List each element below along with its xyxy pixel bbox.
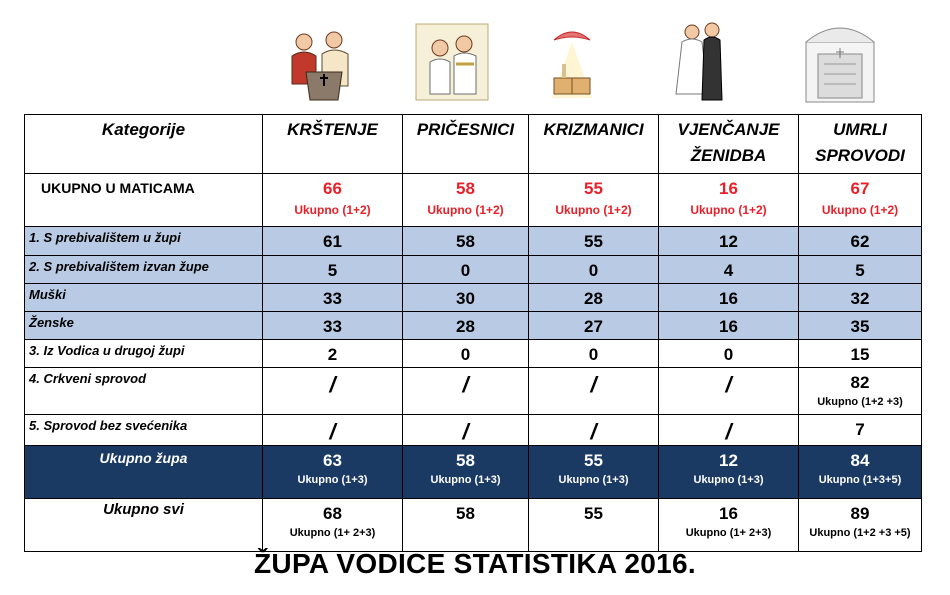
row-label: 2. S prebivalištem izvan župe bbox=[25, 256, 263, 284]
row-label: Muški bbox=[25, 284, 263, 312]
table-cell: 16 bbox=[659, 284, 799, 312]
table-cell: 16 bbox=[659, 312, 799, 340]
table-cell: / bbox=[403, 415, 529, 446]
table-cell: 16 Ukupno (1+ 2+3) bbox=[659, 499, 799, 552]
table-cell: / bbox=[529, 368, 659, 415]
table-cell: 68 Ukupno (1+ 2+3) bbox=[263, 499, 403, 552]
table-cell: 28 bbox=[529, 284, 659, 312]
table-cell: 82 Ukupno (1+2 +3) bbox=[799, 368, 922, 415]
funeral-illustration-icon bbox=[800, 14, 880, 110]
table-cell: 0 bbox=[403, 256, 529, 284]
table-cell: 4 bbox=[659, 256, 799, 284]
table-cell: 7 bbox=[799, 415, 922, 446]
row-label: Ženske bbox=[25, 312, 263, 340]
table-row-matice bbox=[25, 174, 922, 227]
row-label: UKUPNO U MATICAMA bbox=[25, 174, 263, 227]
baptism-illustration-icon bbox=[282, 14, 362, 110]
table-cell: 32 bbox=[799, 284, 922, 312]
table-row bbox=[25, 340, 922, 368]
table-row bbox=[25, 227, 922, 256]
table-cell: 33 bbox=[263, 284, 403, 312]
table-cell: / bbox=[403, 368, 529, 415]
table-cell: 30 bbox=[403, 284, 529, 312]
row-label: Ukupno svi bbox=[25, 499, 263, 552]
header-vjencanje: VJENČANJE ŽENIDBA bbox=[659, 115, 799, 174]
row-label: 5. Sprovod bez svećenika bbox=[25, 415, 263, 446]
table-cell: 5 bbox=[263, 256, 403, 284]
table-cell: 33 bbox=[263, 312, 403, 340]
row-label: 4. Crkveni sprovod bbox=[25, 368, 263, 415]
table-cell: 55 bbox=[529, 227, 659, 256]
confirmation-illustration-icon bbox=[532, 14, 612, 110]
wedding-illustration-icon bbox=[662, 14, 742, 110]
table-row bbox=[25, 312, 922, 340]
header-pricesnici: PRIČESNICI bbox=[403, 115, 529, 174]
header-umrli: UMRLI SPROVODI bbox=[799, 115, 922, 174]
table-cell: 12 Ukupno (1+3) bbox=[659, 446, 799, 499]
table-cell: 0 bbox=[529, 256, 659, 284]
table-cell: 55 Ukupno (1+2) bbox=[529, 174, 659, 227]
header-category: Kategorije bbox=[25, 115, 263, 174]
table-cell: / bbox=[659, 415, 799, 446]
table-header-row bbox=[25, 115, 922, 174]
table-cell: 84 Ukupno (1+3+5) bbox=[799, 446, 922, 499]
table-cell: 55 bbox=[529, 499, 659, 552]
sacrament-illustrations bbox=[0, 14, 950, 114]
table-cell: 58 bbox=[403, 227, 529, 256]
table-cell: 28 bbox=[403, 312, 529, 340]
table-cell: 66 Ukupno (1+2) bbox=[263, 174, 403, 227]
table-cell: 55 Ukupno (1+3) bbox=[529, 446, 659, 499]
table-cell: 5 bbox=[799, 256, 922, 284]
table-cell: 15 bbox=[799, 340, 922, 368]
row-label: 1. S prebivalištem u župi bbox=[25, 227, 263, 256]
table-cell: 58 Ukupno (1+2) bbox=[403, 174, 529, 227]
table-cell: 0 bbox=[529, 340, 659, 368]
table-cell: 58 Ukupno (1+3) bbox=[403, 446, 529, 499]
table-cell: 0 bbox=[659, 340, 799, 368]
table-cell: 67 Ukupno (1+2) bbox=[799, 174, 922, 227]
table-cell: 16 Ukupno (1+2) bbox=[659, 174, 799, 227]
table-cell: 61 bbox=[263, 227, 403, 256]
table-cell: / bbox=[659, 368, 799, 415]
table-cell: 0 bbox=[403, 340, 529, 368]
table-cell: 62 bbox=[799, 227, 922, 256]
communion-illustration-icon bbox=[412, 14, 492, 110]
table-cell: / bbox=[263, 368, 403, 415]
row-label: 3. Iz Vodica u drugoj župi bbox=[25, 340, 263, 368]
table-cell: 63 Ukupno (1+3) bbox=[263, 446, 403, 499]
table-cell: 89 Ukupno (1+2 +3 +5) bbox=[799, 499, 922, 552]
page-title: ŽUPA VODICE STATISTIKA 2016. bbox=[254, 548, 696, 579]
table-cell: 2 bbox=[263, 340, 403, 368]
table-cell: 35 bbox=[799, 312, 922, 340]
table-cell: / bbox=[529, 415, 659, 446]
header-krizmanici: KRIZMANICI bbox=[529, 115, 659, 174]
row-label: Ukupno župa bbox=[25, 446, 263, 499]
table-row bbox=[25, 284, 922, 312]
table-row bbox=[25, 256, 922, 284]
statistics-table bbox=[24, 114, 922, 552]
table-row-ukupno-svi bbox=[25, 499, 922, 552]
table-cell: 27 bbox=[529, 312, 659, 340]
header-krstenje: KRŠTENJE bbox=[263, 115, 403, 174]
table-row bbox=[25, 368, 922, 415]
table-row bbox=[25, 415, 922, 446]
table-row-ukupno-zupa bbox=[25, 446, 922, 499]
table-cell: 12 bbox=[659, 227, 799, 256]
table-cell: / bbox=[263, 415, 403, 446]
table-cell: 58 bbox=[403, 499, 529, 552]
